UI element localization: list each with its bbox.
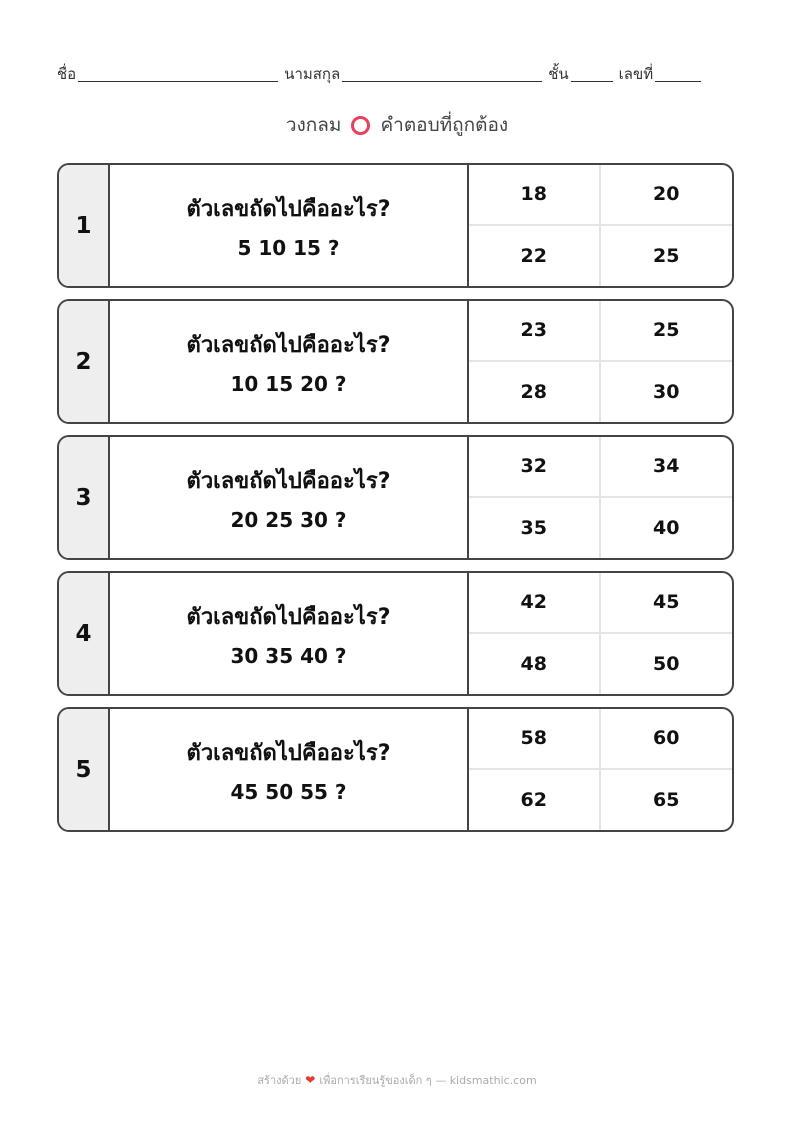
class-field[interactable]: [571, 65, 613, 82]
question-number: 5: [59, 709, 110, 830]
question-sequence: 5 10 15 ?: [237, 236, 340, 260]
heart-icon: ❤: [305, 1073, 316, 1087]
question-card: [57, 707, 734, 832]
answer-option[interactable]: 23: [469, 301, 601, 362]
question-title: ตัวเลขถัดไปคืออะไร?: [186, 197, 391, 222]
question-card: [57, 571, 734, 696]
answer-option[interactable]: 25: [601, 301, 733, 362]
answer-option[interactable]: 30: [653, 380, 680, 403]
answer-option[interactable]: 35: [469, 498, 601, 559]
question-title: ตัวเลขถัดไปคืออะไร?: [186, 469, 391, 494]
question-body: [110, 301, 469, 422]
answer-options: [469, 165, 732, 286]
answer-option[interactable]: 45: [601, 573, 733, 634]
footer-after: เพื่อการเรียนรู้ของเด็ก ๆ — kidsmathic.com: [319, 1074, 537, 1087]
instruction: [0, 110, 794, 140]
answer-option[interactable]: 60: [601, 709, 733, 770]
question-number: 4: [59, 573, 110, 694]
answer-option[interactable]: 22: [469, 226, 601, 287]
surname-label: นามสกุล: [284, 65, 341, 83]
answer-option[interactable]: 18: [469, 165, 601, 226]
question-card: [57, 299, 734, 424]
answer-option[interactable]: 28: [469, 362, 601, 423]
question-sequence: 10 15 20 ?: [230, 372, 347, 396]
answer-options: [469, 573, 732, 694]
surname-field[interactable]: [342, 65, 542, 82]
class-label: ชั้น: [548, 65, 569, 83]
question-card: [57, 163, 734, 288]
question-number: 3: [59, 437, 110, 558]
answer-option[interactable]: 20: [601, 165, 733, 226]
answer-option[interactable]: 42: [469, 573, 601, 634]
question-number: 1: [59, 165, 110, 286]
answer-option[interactable]: 40: [653, 516, 680, 539]
student-info-header: [57, 64, 748, 86]
footer: [0, 1071, 794, 1089]
name-field[interactable]: [78, 65, 278, 82]
question-body: [110, 437, 469, 558]
question-sequence: 20 25 30 ?: [230, 508, 347, 532]
question-body: [110, 165, 469, 286]
question-sequence: 45 50 55 ?: [230, 780, 347, 804]
answer-option[interactable]: 32: [469, 437, 601, 498]
question-body: [110, 573, 469, 694]
question-title: ตัวเลขถัดไปคืออะไร?: [186, 333, 391, 358]
answer-option[interactable]: 65: [653, 788, 680, 811]
question-title: ตัวเลขถัดไปคืออะไร?: [186, 605, 391, 630]
question-sequence: 30 35 40 ?: [230, 644, 347, 668]
answer-option[interactable]: 50: [653, 652, 680, 675]
answer-options: [469, 709, 732, 830]
question-number: 2: [59, 301, 110, 422]
answer-options: [469, 437, 732, 558]
answer-options: [469, 301, 732, 422]
question-body: [110, 709, 469, 830]
number-field[interactable]: [655, 65, 701, 82]
answer-option[interactable]: 58: [469, 709, 601, 770]
question-title: ตัวเลขถัดไปคืออะไร?: [186, 741, 391, 766]
circle-icon: [351, 116, 370, 135]
answer-option[interactable]: 48: [469, 634, 601, 695]
answer-option[interactable]: 62: [469, 770, 601, 831]
answer-option[interactable]: 34: [601, 437, 733, 498]
number-label: เลขที่: [618, 65, 654, 83]
instruction-after: คำตอบที่ถูกต้อง: [380, 114, 509, 136]
question-card: [57, 435, 734, 560]
name-label: ชื่อ: [57, 65, 77, 83]
instruction-before: วงกลม: [285, 114, 342, 136]
answer-option[interactable]: 25: [653, 244, 680, 267]
footer-before: สร้างด้วย: [257, 1074, 302, 1087]
